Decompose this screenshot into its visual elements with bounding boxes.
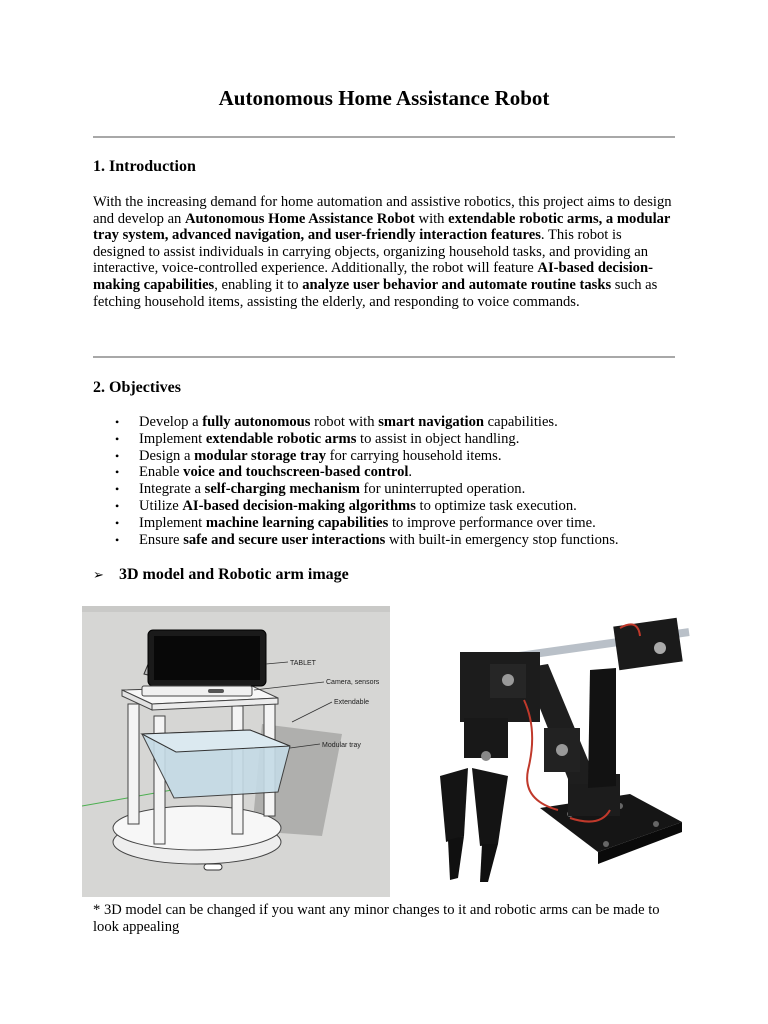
bullet-icon: • (115, 465, 120, 480)
arrow-bullet-icon: ➢ (93, 567, 104, 582)
intro-text-segment: . This robot is designed to assist individuals in carrying objects, organizing household tasks, and providing an interactive, voice-controlled experience. Additionally, the robot will feature (93, 227, 649, 277)
objective-bold-segment: modular storage tray (194, 447, 326, 464)
objective-text-segment: capabilities. (484, 414, 558, 430)
bullet-icon: • (115, 515, 120, 530)
label-extendable: Extendable (334, 699, 370, 706)
objective-text-segment: Design a (139, 447, 195, 464)
intro-bold-segment: analyze user behavior and automate routine tasks (302, 276, 612, 293)
objective-bold-segment: machine learning capabilities (205, 514, 389, 531)
objective-item (93, 515, 693, 532)
objective-text-segment: to improve performance over time. (388, 514, 596, 531)
model-section-heading (93, 566, 349, 584)
objective-text-segment: Ensure (139, 531, 184, 548)
bullet-icon: • (115, 532, 120, 547)
objective-text-segment: for carrying household items. (326, 447, 502, 464)
intro-text-segment: , enabling it to (214, 276, 303, 293)
objective-text-segment: for uninterrupted operation. (359, 481, 526, 498)
objective-bold-segment: self-charging mechanism (204, 481, 360, 498)
robotic-arm-image (420, 608, 708, 900)
bullet-icon: • (115, 498, 120, 513)
objective-text-segment: Enable (139, 464, 184, 481)
objective-bold-segment: fully autonomous (202, 414, 311, 430)
objectives-list (93, 414, 693, 548)
objective-bold-segment: voice and touchscreen-based control (183, 464, 409, 481)
objective-text-segment: to optimize task execution. (415, 497, 577, 514)
divider (93, 136, 675, 138)
intro-bold-segment: AI-based decision-making capabilities (93, 260, 653, 293)
intro-bold-segment: extendable robotic arms, a modular tray system, advanced navigation, and user-friendly interaction features (93, 210, 671, 244)
objective-text-segment: to assist in object handling. (356, 430, 520, 447)
footnote: * 3D model can be changed if you want any minor changes to it and robotic arms can be made to look appealing (93, 902, 660, 935)
intro-text-segment: With the increasing demand for home automation and assistive robotics, this project aims to design and develop an (93, 194, 672, 227)
document-title: Autonomous Home Assistance Robot (218, 86, 550, 110)
intro-heading: 1. Introduction (93, 158, 196, 175)
objective-item (93, 448, 693, 465)
intro-text-segment: such as fetching household items, assisting the elderly, and responding to voice commands. (93, 276, 658, 310)
objective-bold-segment: AI-based decision-making algorithms (182, 497, 416, 514)
objective-item (93, 532, 693, 549)
objectives-heading: 2. Objectives (93, 379, 181, 396)
objective-item (93, 431, 693, 448)
objective-item (93, 464, 693, 481)
objective-text-segment: Utilize (139, 497, 183, 514)
bullet-icon: • (115, 448, 120, 463)
label-modular-tray: Modular tray (322, 742, 361, 749)
objective-text-segment: . (408, 464, 413, 481)
objective-text-segment: with built-in emergency stop functions. (385, 531, 619, 548)
divider (93, 356, 675, 358)
label-camera-sensors: Camera, sensors (326, 679, 380, 686)
objective-item (93, 498, 693, 515)
objective-text-segment: Develop a (139, 414, 203, 430)
objective-text-segment: Implement (139, 514, 206, 531)
model-section-title: 3D model and Robotic arm image (119, 566, 349, 583)
objective-bold-segment: smart navigation (378, 414, 484, 430)
objective-item (93, 481, 693, 498)
objective-bold-segment: safe and secure user interactions (183, 531, 386, 548)
bullet-icon: • (115, 431, 120, 446)
label-tablet: TABLET (290, 660, 316, 667)
objective-item (93, 414, 693, 431)
objective-text-segment: Implement (139, 430, 206, 447)
robot-3d-model-image (82, 606, 390, 897)
bullet-icon: • (115, 482, 120, 497)
objective-text-segment: Integrate a (139, 481, 205, 498)
intro-text-segment: with (414, 210, 449, 227)
bullet-icon: • (115, 415, 120, 429)
intro-bold-segment: Autonomous Home Assistance Robot (185, 210, 415, 227)
objective-bold-segment: extendable robotic arms (205, 430, 357, 447)
intro-paragraph (93, 194, 673, 310)
objective-text-segment: robot with (310, 414, 379, 430)
